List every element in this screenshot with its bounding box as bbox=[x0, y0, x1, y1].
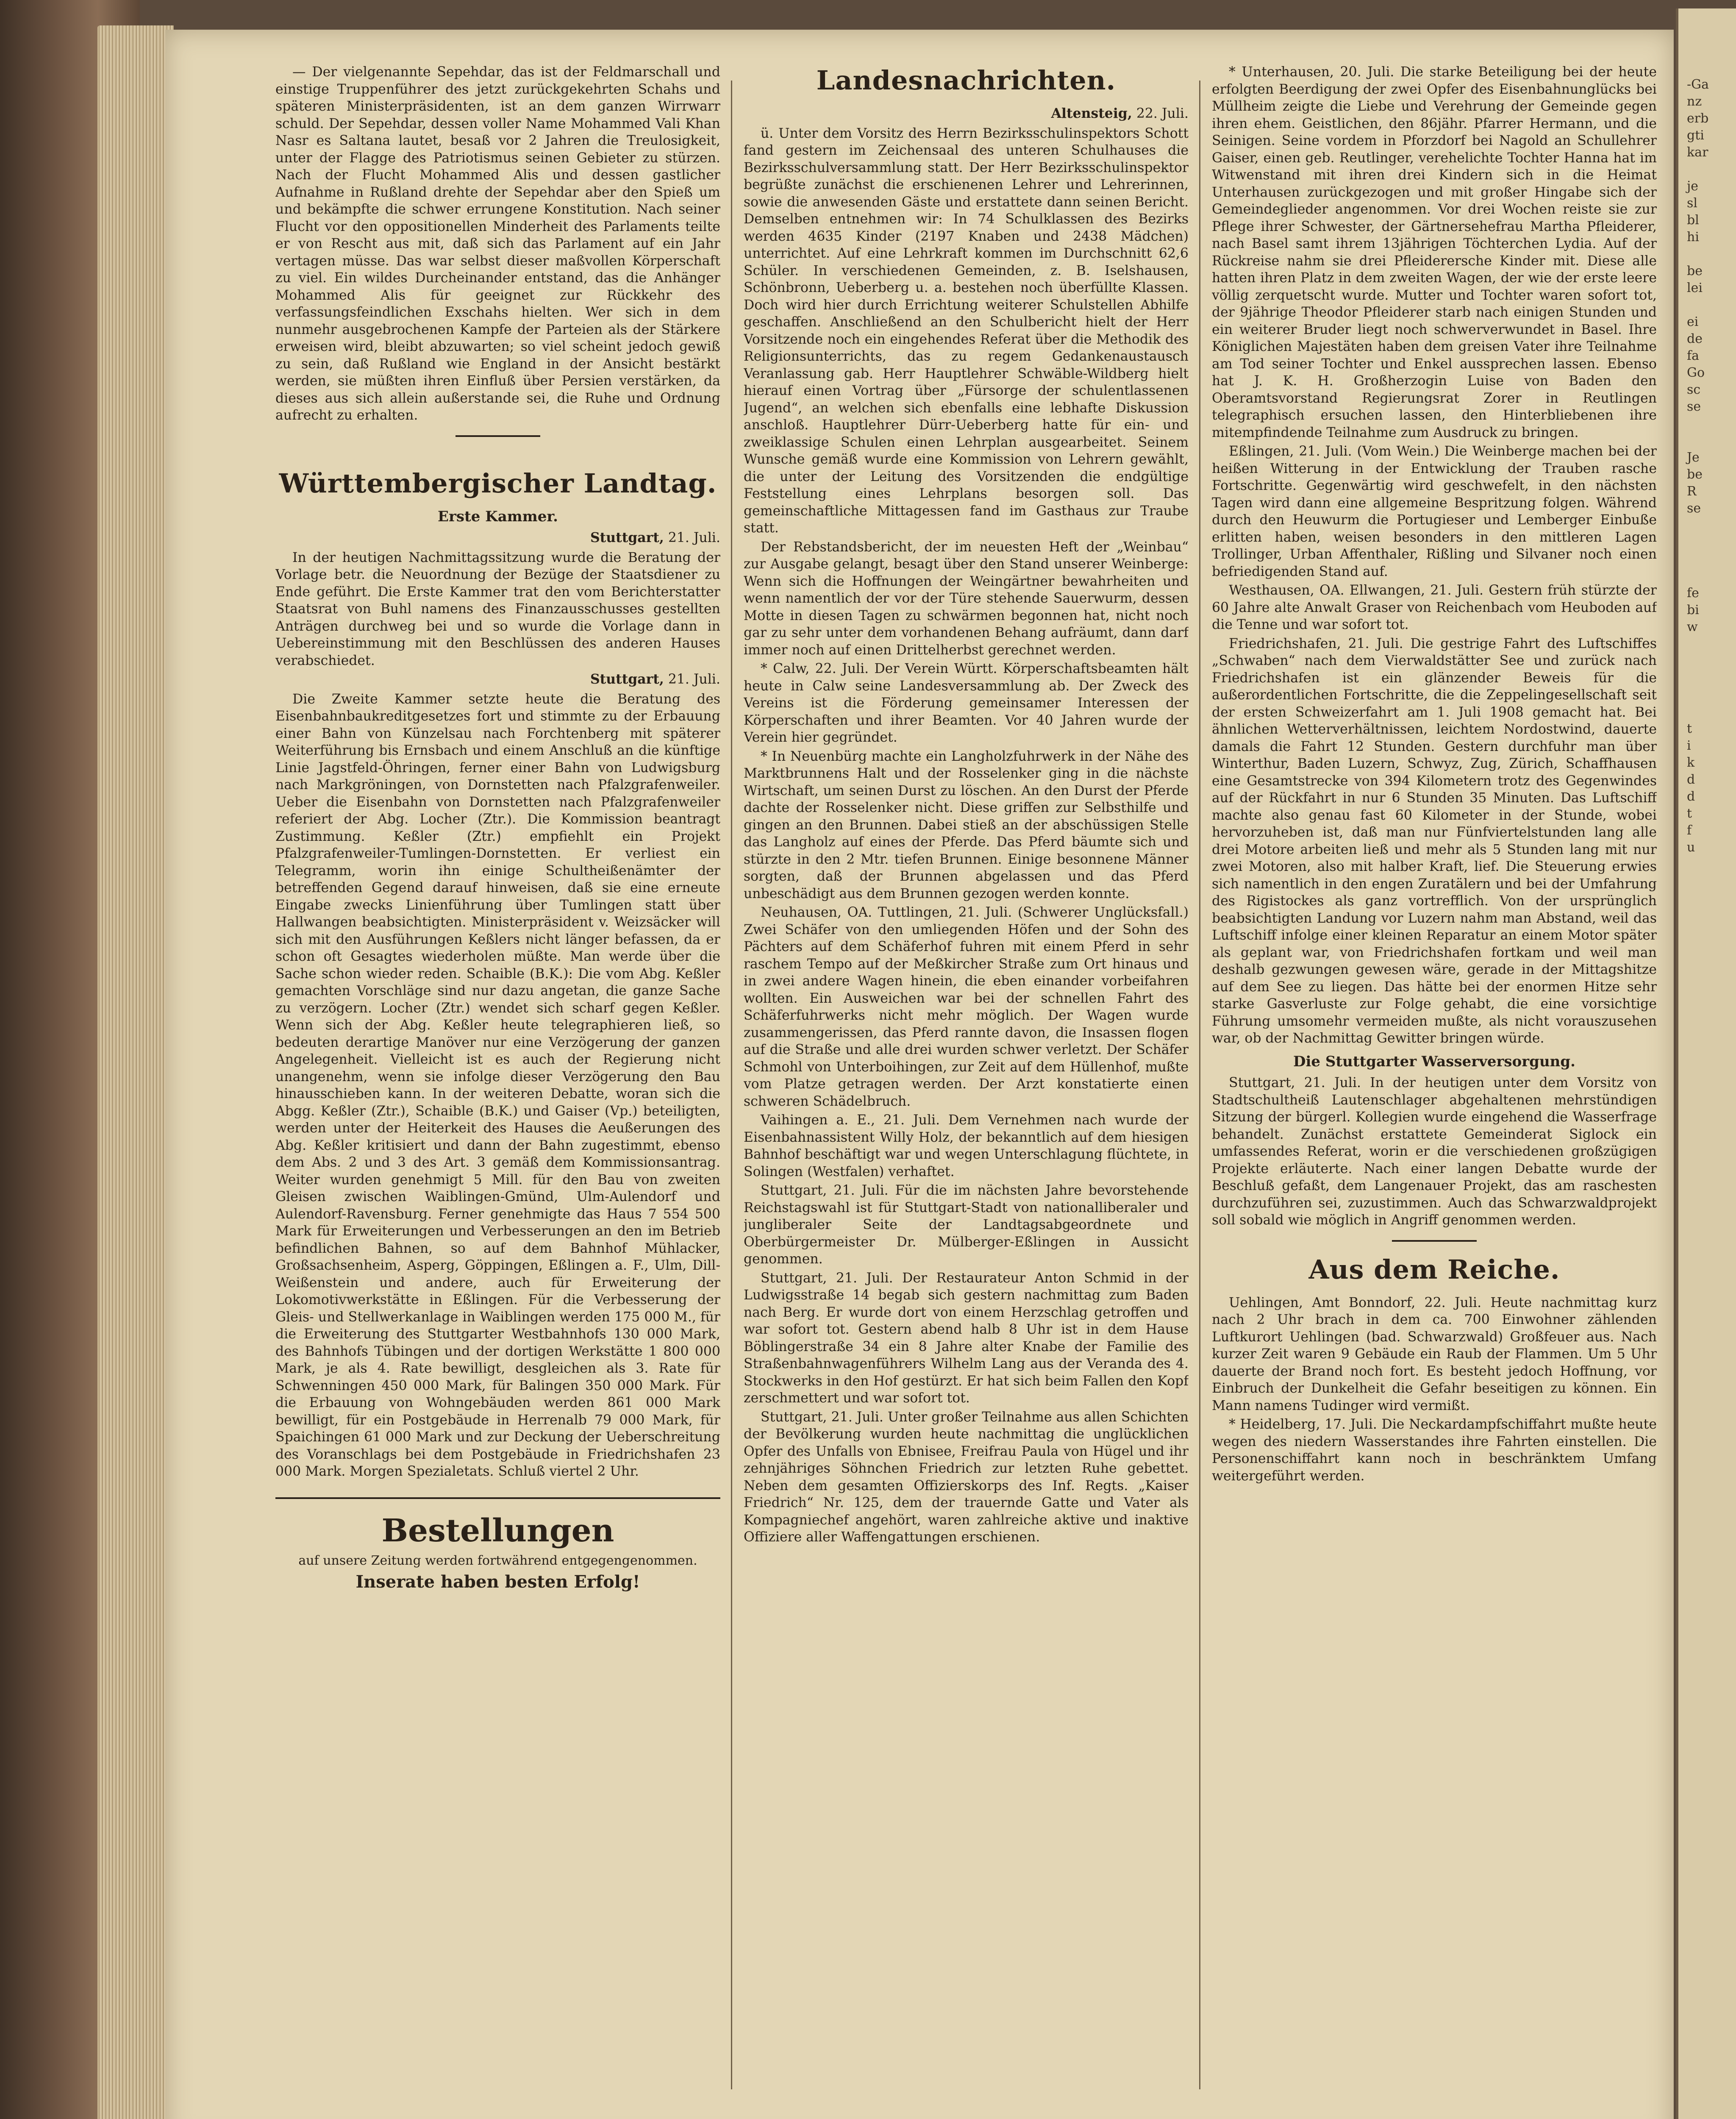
article-paragraph: * Unterhausen, 20. Juli. Die starke Beteiligung bei der heute erfolgten Beerdigung der zwei Opfer des Eisenbahnunglücks bei Müllheim zeigte die Liebe und Verehrung der Gemeinde gegen ihren ehem. Geistlichen, den 86jähr. Pfarrer Hermann, und die Seinigen. Seine vordem in Pforzdorf bei Nagold an Schullehrer Gaiser, einen geb. Reutlinger, verehelichte Tochter Hanna hat im Witwenstand mit ihren drei Kindern sich in die Heimat Unterhausen zurückgezogen und mit großer Hingabe sich der Gemeindeglieder angenommen. Vor drei Wochen reiste sie zur Pflege ihrer Schwester, der Gärtnersehefrau Martha Pfleiderer, nach Basel samt ihrem 13jährigen Töchterchen Lydia. Auf der Rückreise nahm sie drei Pfleiderersche Kinder mit. Diese alle hatten ihren Platz in dem zweiten Wagen, der wie der erste leere völlig zerquetscht wurde. Mutter und Tochter waren sofort tot, der 9jährige Theodor Pfleiderer starb nach einigen Stunden und ein weiterer Bruder liegt noch schwerverwundet in Basel. Ihre Königlichen Majestäten haben dem greisen Vater ihre Teilnahme am Tod seiner Tochter und Enkel aussprechen lassen. Ebenso hat J. K. H. Großherzogin Luise von Baden den Oberamtsvorstand Regierungsrat Zorer in Reutlingen telegraphisch ersuchen lassen, den Hinterbliebenen ihre mitempfindende Teilnahme zum Ausdruck zu bringen. bbox=[1212, 64, 1657, 440]
divider bbox=[1392, 1240, 1477, 1242]
dateline-date: 22. Juli. bbox=[1136, 106, 1189, 121]
article-paragraph: * Heidelberg, 17. Juli. Die Neckardampfschiffahrt mußte heute wegen des niedern Wasserstandes ihre Fahrten einstellen. Die Personenschiffahrt kann noch in beschränktem Umfang weitergeführt werden. bbox=[1212, 1417, 1657, 1484]
section-heading: Württembergischer Landtag. bbox=[279, 467, 717, 499]
ad-subtitle: auf unsere Zeitung werden fortwährend entgegengenommen. bbox=[298, 1553, 697, 1568]
dateline-date: 21. Juli. bbox=[668, 530, 720, 545]
article-paragraph: Uehlingen, Amt Bonndorf, 22. Juli. Heute nachmittag kurz nach 2 Uhr brach in dem ca. 700 Einwohner zählenden Luftkurort Uehlingen (bad. Schwarzwald) Großfeuer aus. Nach kurzer Zeit waren 9 Gebäude ein Raub der Flammen. Um 5 Uhr dauerte der Brand noch fort. Es besteht jedoch Hoffnung, vor Einbruch der Dunkelheit die Gefahr beseitigen zu können. Ein Mann namens Tudinger wird vermißt. bbox=[1212, 1295, 1657, 1413]
dateline-place: Stuttgart, bbox=[590, 530, 664, 545]
article-paragraph: Der Rebstandsbericht, der im neuesten Heft der „Weinbau“ zur Ausgabe gelangt, besagt über den Stand unserer Weinberge: Wenn sich die Hoffnungen der Weingärtner bewahrheiten und wenn namentlich der vor der Türe stehende Sauerwurm, dessen Motte in diesen Tagen zu schwärmen begonnen hat, nicht noch gar zu sehr unter dem vorhandenen Behang aufräumt, dann darf immer noch auf einen Drittelherbst gerechnet werden. bbox=[744, 539, 1189, 658]
column-2 bbox=[744, 64, 1189, 2106]
article-paragraph: — Der vielgenannte Sepehdar, das ist der Feldmarschall und einstige Truppenführer des jetzt zurückgekehrten Schahs und späteren Ministerpräsidenten, ist an dem ganzen Wirrwarr schuld. Der Sepehdar, dessen voller Name Mohammed Vali Khan Nasr es Saltana lautet, besaß vor 2 Jahren die Treulosigkeit, unter der Flagge des Patriotismus seinen Gebieter zu stürzen. Nach der Flucht Mohammed Alis und dessen gastlicher Aufnahme in Rußland drehte der Sepehdar aber den Spieß um und bekämpfte die schwer errungene Konstitution. Nach seiner Flucht vor den oppositionellen Minderheit des Parlaments teilte er von Rescht aus mit, daß sich das Parlament auf ein Jahr vertagen müsse. Das war selbst dieser maßvollen Körperschaft zu viel. Ein wildes Durcheinander entstand, das die Anhänger Mohammed Alis für geeignet zur Rückkehr des verfassungsfeindlichen Exschahs hielten. Wer sich in dem nunmehr ausgebrochenen Kampfe der Parteien als der Stärkere erweisen wird, bleibt abzuwarten; so viel scheint jedoch gewiß zu sein, daß Rußland wie England in der Ansicht bestärkt werden, sie müßten ihren Einfluß über Persien verstärken, da dieses aus sich allein außerstande sei, die Ruhe und Ordnung aufrecht zu erhalten. bbox=[275, 64, 720, 423]
sub-heading: Erste Kammer. bbox=[438, 508, 558, 525]
column-1 bbox=[275, 64, 720, 2106]
article-paragraph: Eßlingen, 21. Juli. (Vom Wein.) Die Weinberge machen bei der heißen Witterung in der Entwicklung der Trauben rasche Fortschritte. Gegenwärtig wird geschwefelt, in den nächsten Tagen wird dann eine allgemeine Bespritzung folgen. Während durch den Heuwurm die Portugieser und Lemberger Einbuße erlitten haben, weisen besonders in den mittleren Lagen Trollinger, Urban Affenthaler, Rißling und Silvaner noch einen befriedigenden Stand auf. bbox=[1212, 444, 1657, 579]
article-paragraph: * Calw, 22. Juli. Der Verein Württ. Körperschaftsbeamten hält heute in Calw seine Landesversammlung ab. Der Zweck des Vereins ist die Förderung gemeinsamer Interessen der Körperschaften und ihrer Beamten. Vor 40 Jahren wurde der Verein hier gegründet. bbox=[744, 661, 1189, 745]
article-paragraph: Die Zweite Kammer setzte heute die Beratung des Eisenbahnbaukreditgesetzes fort und stimmte zu der Erbauung einer Bahn von Künzelsau nach Forchtenberg mit späterer Weiterführung bis Ernsbach und einem Anschluß an die künftige Linie Jagstfeld-Öhringen, ferner einer Bahn von Ludwigsburg nach Markgröningen, von Dornstetten nach Pfalzgrafenweiler. Ueber die Eisenbahn von Dornstetten nach Pfalzgrafenweiler referiert der Abg. Locher (Ztr.). Die Kommission beantragt Zustimmung. Keßler (Ztr.) empfiehlt ein Projekt Pfalzgrafenweiler-Tumlingen-Dornstetten. Er verliest ein Telegramm, worin ihn einige Schultheißenämter der betreffenden Gegend darauf hinweisen, daß sie eine erneute Eingabe zwecks Linienführung über Tumlingen statt über Hallwangen beabsichtigten. Ministerpräsident v. Weizsäcker will sich mit den Ausführungen Keßlers nicht länger befassen, da er schon oft Gesagtes wiederholen müßte. Man werde über die Sache schon wieder reden. Schaible (B.K.): Die vom Abg. Keßler gemachten Vorschläge sind nur dazu angetan, die ganze Sache zu verzögern. Locher (Ztr.) wendet sich scharf gegen Keßler. Wenn sich der Abg. Keßler heute telegraphieren ließ, so bedeuten derartige Manöver nur eine Verzögerung der ganzen Angelegenheit. Vielleicht ist es auch der Regierung nicht unangenehm, wenn sie infolge dieser Verzögerung den Bau hinausschieben kann. In der weiteren Debatte, woran sich die Abgg. Keßler (Ztr.), Schaible (B.K.) und Gaiser (Vp.) beteiligten, werden unter der Heiterkeit des Hauses die Aeußerungen des Abg. Keßler kritisiert und dann der Bahn zugestimmt, ebenso dem Abs. 2 und 3 des Art. 3 gemäß dem Kommissionsantrag. Weiter wurden genehmigt 5 Mill. für den Bau von zweiten Gleisen zwischen Waiblingen-Gmünd, Ulm-Aulendorf und Aulendorf-Ravensburg. Ferner genehmigte das Haus 7 554 500 Mark für Erweiterungen und Verbesserungen an den im Betrieb befindlichen Bahnen, so auf dem Bahnhof Mühlacker, Großsachsenheim, Asperg, Göppingen, Eßlingen a. F., Ulm, Dill-Weißenstein und andere, auch für Erweiterung der Lokomotivwerkstätte in Eßlingen. Für die Verbesserung der Gleis- und Stellwerkanlage in Waiblingen werden 175 000 M., für die Erweiterung des Stuttgarter Westbahnhofs 130 000 Mark, des Bahnhofs Tübingen und der dortigen Werkstätte 1 800 000 Mark, je als 4. Rate bewilligt, desgleichen als 3. Rate für Schwenningen 450 000 Mark, für Balingen 350 000 Mark. Für die Erbauung von Wohngebäuden werden 861 000 Mark bewilligt, für ein Postgebäude in Herrenalb 79 000 Mark, für Spaichingen 61 000 Mark und zur Deckung der Ueberschreitung des Voranschlags bei dem Postgebäude in Friedrichshafen 23 000 Mark. Morgen Spezialetats. Schluß viertel 2 Uhr. bbox=[275, 691, 720, 1479]
divider bbox=[456, 435, 540, 437]
dateline-place: Altensteig, bbox=[1051, 106, 1132, 121]
article-paragraph: Stuttgart, 21. Juli. Für die im nächsten Jahre bevorstehende Reichstagswahl ist für Stuttgart-Stadt von nationalliberaler und jungliberaler Seite der Landtagsabgeordnete und Oberbürgermeister Dr. Mülberger-Eßlingen in Aussicht genommen. bbox=[744, 1183, 1189, 1267]
adjacent-page-text: -Ga nz erb gti kar je sl bl hi be lei ei de fa Go sc se Je be R se fe bi w t i k d d t f u bbox=[1687, 77, 1709, 855]
section-heading: Landesnachrichten. bbox=[816, 65, 1116, 96]
sub-heading: Die Stuttgarter Wasserversorgung. bbox=[1293, 1053, 1575, 1070]
dateline bbox=[275, 529, 720, 547]
article-paragraph: Stuttgart, 21. Juli. In der heutigen unter dem Vorsitz von Stadtschultheiß Lautenschlager abgehaltenen mehrstündigen Sitzung der bürgerl. Kollegien wurde eingehend die Wasserfrage behandelt. Zunächst erstattete Gemeinderat Siglock ein umfassendes Referat, worin er die verschiedenen großzügigen Projekte erläuterte. Nach einer langen Debatte wurde der Beschluß gefaßt, dem Langenauer Projekt, das am raschesten durchzuführen sei, zuzustimmen. Auch das Schwarzwaldprojekt soll sobald wie möglich in Angriff genommen werden. bbox=[1212, 1075, 1657, 1228]
page-edges bbox=[97, 25, 174, 2119]
dateline bbox=[744, 105, 1189, 122]
divider bbox=[275, 1497, 720, 1499]
dateline-date: 21. Juli. bbox=[668, 672, 720, 687]
adjacent-page-edge bbox=[1676, 8, 1736, 2119]
dateline bbox=[275, 671, 720, 688]
column-rule bbox=[731, 81, 732, 2089]
article-paragraph: * In Neuenbürg machte ein Langholzfuhrwerk in der Nähe des Marktbrunnens Halt und der Rosselenker ging in die nächste Wirtschaft, um seinen Durst zu löschen. An den Durst der Pferde dachte der Rosselenker nicht. Diese griffen zur Selbsthilfe und gingen an den Brunnen. Dabei stieß an der abschüssigen Stelle das Langholz auf eines der Pferde. Das Pferd bäumte sich und stürzte in den 2 Mtr. tiefen Brunnen. Einige besonnene Männer sorgten, daß der Brunnen abgelassen und das Pferd unbeschädigt aus dem Brunnen gezogen werden konnte. bbox=[744, 748, 1189, 901]
article-paragraph: In der heutigen Nachmittagssitzung wurde die Beratung der Vorlage betr. die Neuordnung der Bezüge der Staatsdiener zu Ende geführt. Die Erste Kammer trat den vom Berichterstatter Staatsrat von Buhl namens des Finanzausschusses gestellten Anträgen durchweg bei und so wurde die Vorlage dann in Uebereinstimmung mit den Beschlüssen des anderen Hauses verabschiedet. bbox=[275, 550, 720, 668]
article-paragraph: Vaihingen a. E., 21. Juli. Dem Vernehmen nach wurde der Eisenbahnassistent Willy Holz, der bekanntlich auf dem hiesigen Bahnhof beschäftigt war und wegen Unterschlagung flüchtete, in Solingen (Westfalen) verhaftet. bbox=[744, 1112, 1189, 1179]
ad-title: Bestellungen bbox=[381, 1512, 614, 1549]
newspaper-page bbox=[165, 30, 1674, 2119]
article-paragraph: Stuttgart, 21. Juli. Der Restaurateur Anton Schmid in der Ludwigsstraße 14 begab sich gestern nachmittag zum Baden nach Berg. Er wurde dort von einem Herzschlag getroffen und war sofort tot. Gestern abend halb 8 Uhr ist in dem Hause Böblingerstraße 34 ein 8 Jahre alter Knabe der Familie des Straßenbahnwagenführers Wilhelm Lang aus der Veranda des 4. Stockwerks in den Hof gestürzt. Er hat sich beim Fallen den Kopf zerschmettert und war sofort tot. bbox=[744, 1270, 1189, 1406]
article-paragraph: Neuhausen, OA. Tuttlingen, 21. Juli. (Schwerer Unglücksfall.) Zwei Schäfer von den umliegenden Höfen und der Sohn des Pächters auf dem Schäferhof fuhren mit einem Pferd in sehr raschem Tempo auf der Meßkircher Straße zum Ort hinaus und in zwei andere Wagen hinein, die eben einander vorbeifahren wollten. Ein Ausweichen war bei der schnellen Fahrt des Schäferfuhrwerks nicht mehr möglich. Der Wagen wurde zusammengerissen, das Pferd rannte davon, die Insassen flogen auf die Straße und alle drei wurden schwer verletzt. Der Schäfer Schmohl von Unterboihingen, zur Zeit auf dem Hüllenhof, mußte vom Platze getragen werden. Der Arzt konstatierte einen schweren Schädelbruch. bbox=[744, 905, 1189, 1109]
article-paragraph: Stuttgart, 21. Juli. Unter großer Teilnahme aus allen Schichten der Bevölkerung wurden heute nachmittag die unglücklichen Opfer des Unfalls von Ebnisee, Freifrau Paula von Hügel und ihr zehnjähriges Söhnchen Friedrich zur letzten Ruhe gebettet. Neben dem gesamten Offizierskorps des Inf. Regts. „Kaiser Friedrich“ Nr. 125, dem der trauernde Gatte und Vater als Kompagniechef angehört, waren zahlreiche aktive und inaktive Offiziere aller Waffengattungen erschienen. bbox=[744, 1409, 1189, 1545]
article-paragraph: Friedrichshafen, 21. Juli. Die gestrige Fahrt des Luftschiffes „Schwaben“ nach dem Vierwaldstätter See und zurück nach Friedrichshafen ist ein glänzender Beweis für die außerordentlichen Fortschritte, die die Zeppelingesellschaft seit der ersten Schweizerfahrt am 1. Juli 1908 gemacht hat. Bei ähnlichen Wetterverhältnissen, leichtem Nordostwind, dauerte damals die Fahrt 12 Stunden. Gestern durchfuhr man über Winterthur, Baden Luzern, Schwyz, Zug, Zürich, Schaffhausen eine Gesamtstrecke von 394 Kilometern trotz des Gegenwindes auf der Rückfahrt in nur 6 Stunden 35 Minuten. Das Luftschiff machte also genau fast 60 Kilometer in der Stunde, wobei hervorzuheben ist, daß man nur Fünfviertelstunden lang alle drei Motore arbeiten ließ und mehr als 5 Stunden lang mit nur zwei Motoren, also mit halber Kraft, lief. Die Steuerung erwies sich namentlich in den engen Zuratälern und bei der Umfahrung des Rigistockes als ganz vortrefflich. Von der ursprünglich beabsichtigten Landung vor Luzern nahm man Abstand, weil das Luftschiff infolge einer kleinen Reparatur an einem Motor später als geplant war, von Friedrichshafen fortkam und weil man deshalb gezwungen gewesen wäre, gerade in der Mittagshitze auf dem See zu liegen. Das hätte bei der enormen Hitze sehr starke Gasverluste zur Folge gehabt, die eine vorsichtige Führung umsomehr vermeiden mußte, als nicht vorauszusehen war, ob der Nachmittag Gewitter bringen würde. bbox=[1212, 636, 1657, 1046]
dateline-place: Stuttgart, bbox=[590, 671, 664, 687]
article-paragraph: ü. Unter dem Vorsitz des Herrn Bezirksschulinspektors Schott fand gestern im Zeichensaal des unteren Schulhauses die Bezirksschulversammlung statt. Der Herr Bezirksschulinspektor begrüßte zunächst die erschienenen Lehrer und Lehrerinnen, sowie die anwesenden Gäste und erstattete dann seinen Bericht. Demselben entnehmen wir: In 74 Schulklassen des Bezirks werden 4635 Kinder (2197 Knaben und 2438 Mädchen) unterrichtet. Auf eine Lehrkraft kommen im Durchschnitt 62,6 Schüler. In verschiedenen Gemeinden, z. B. Iselshausen, Schönbronn, Ueberberg u. a. bestehen noch überfüllte Klassen. Doch wird hier durch Errichtung weiterer Schulstellen Abhilfe geschaffen. Anschließend an den Schulbericht hielt der Herr Vorsitzende noch ein eingehendes Referat über die Methodik des Religionsunterrichts, das zu regem Gedankenaustausch Veranlassung gab. Herr Hauptlehrer Schwäble-Wildberg hielt hierauf einen Vortrag über „Fürsorge der schulentlassenen Jugend“, an welchen sich ebenfalls eine lebhafte Diskussion anschloß. Hauptlehrer Dürr-Ueberberg hatte für ein- und zweiklassige Schulen einen Lehrplan ausgearbeitet. Seinem Wunsche gemäß wurde eine Kommission von Lehrern gewählt, die unter der Leitung des Vorsitzenden die endgültige Feststellung eines Lehrplans besorgen soll. Das gemeinschaftliche Mittagessen fand im Gasthaus zur Traube statt. bbox=[744, 125, 1189, 536]
section-heading: Aus dem Reiche. bbox=[1308, 1254, 1560, 1285]
ad-tagline: Inserate haben besten Erfolg! bbox=[356, 1572, 640, 1592]
column-rule bbox=[1199, 81, 1200, 2089]
column-3 bbox=[1212, 64, 1657, 2106]
article-paragraph: Westhausen, OA. Ellwangen, 21. Juli. Gestern früh stürzte der 60 Jahre alte Anwalt Graser von Reichenbach vom Heuboden auf die Tenne und war sofort tot. bbox=[1212, 583, 1657, 632]
